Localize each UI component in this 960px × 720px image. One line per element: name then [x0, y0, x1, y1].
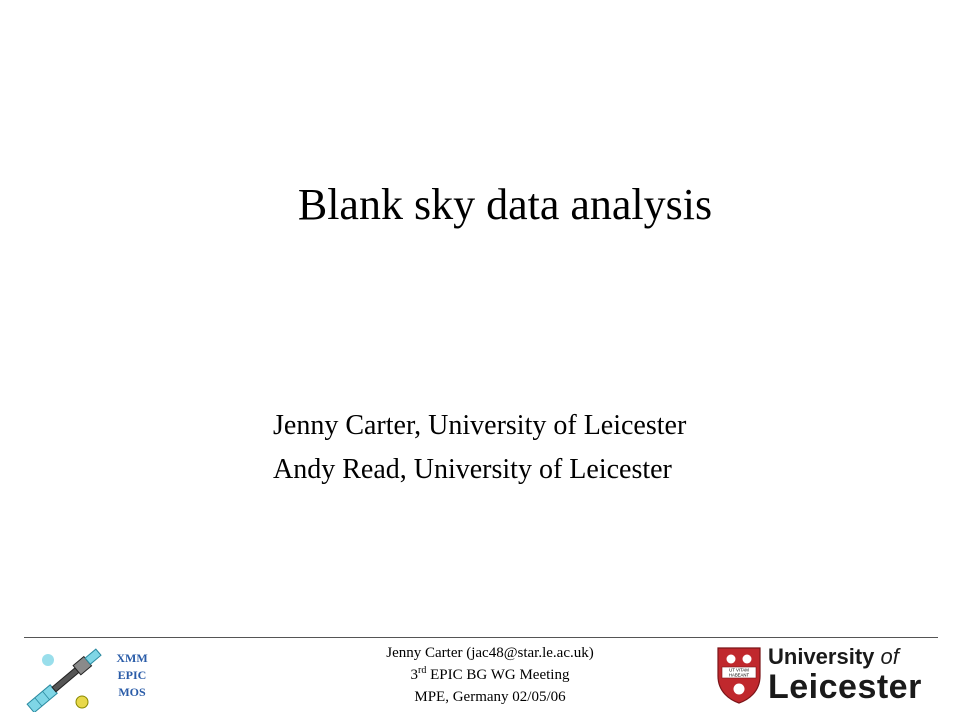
university-logo [716, 644, 938, 706]
university-shield-icon [716, 646, 762, 704]
university-name-line2: Leicester [768, 668, 922, 706]
footer-info [300, 642, 680, 708]
svg-text:HABEANT: HABEANT [728, 672, 750, 678]
mission-line-mos: MOS [118, 685, 146, 699]
author-list [273, 404, 686, 492]
mission-line-xmm: XMM [116, 651, 148, 665]
mission-line-epic: EPIC [117, 668, 147, 682]
footer-meeting: 3rd EPIC BG WG Meeting [410, 665, 570, 683]
slide-title: Blank sky data analysis [297, 180, 713, 229]
author-line-2: Andy Read, University of Leicester [273, 454, 672, 485]
mission-label [108, 650, 156, 701]
footer-contact: Jenny Carter (jac48@star.le.ac.uk) [386, 645, 594, 661]
author-line-1: Jenny Carter, University of Leicester [273, 410, 687, 441]
footer-divider [24, 637, 938, 638]
university-name-line1: University of [768, 644, 899, 669]
footer-location-date: MPE, Germany 02/05/06 [414, 689, 566, 705]
satellite-icon [26, 646, 116, 712]
svg-text:UT VITAM: UT VITAM [729, 667, 749, 673]
